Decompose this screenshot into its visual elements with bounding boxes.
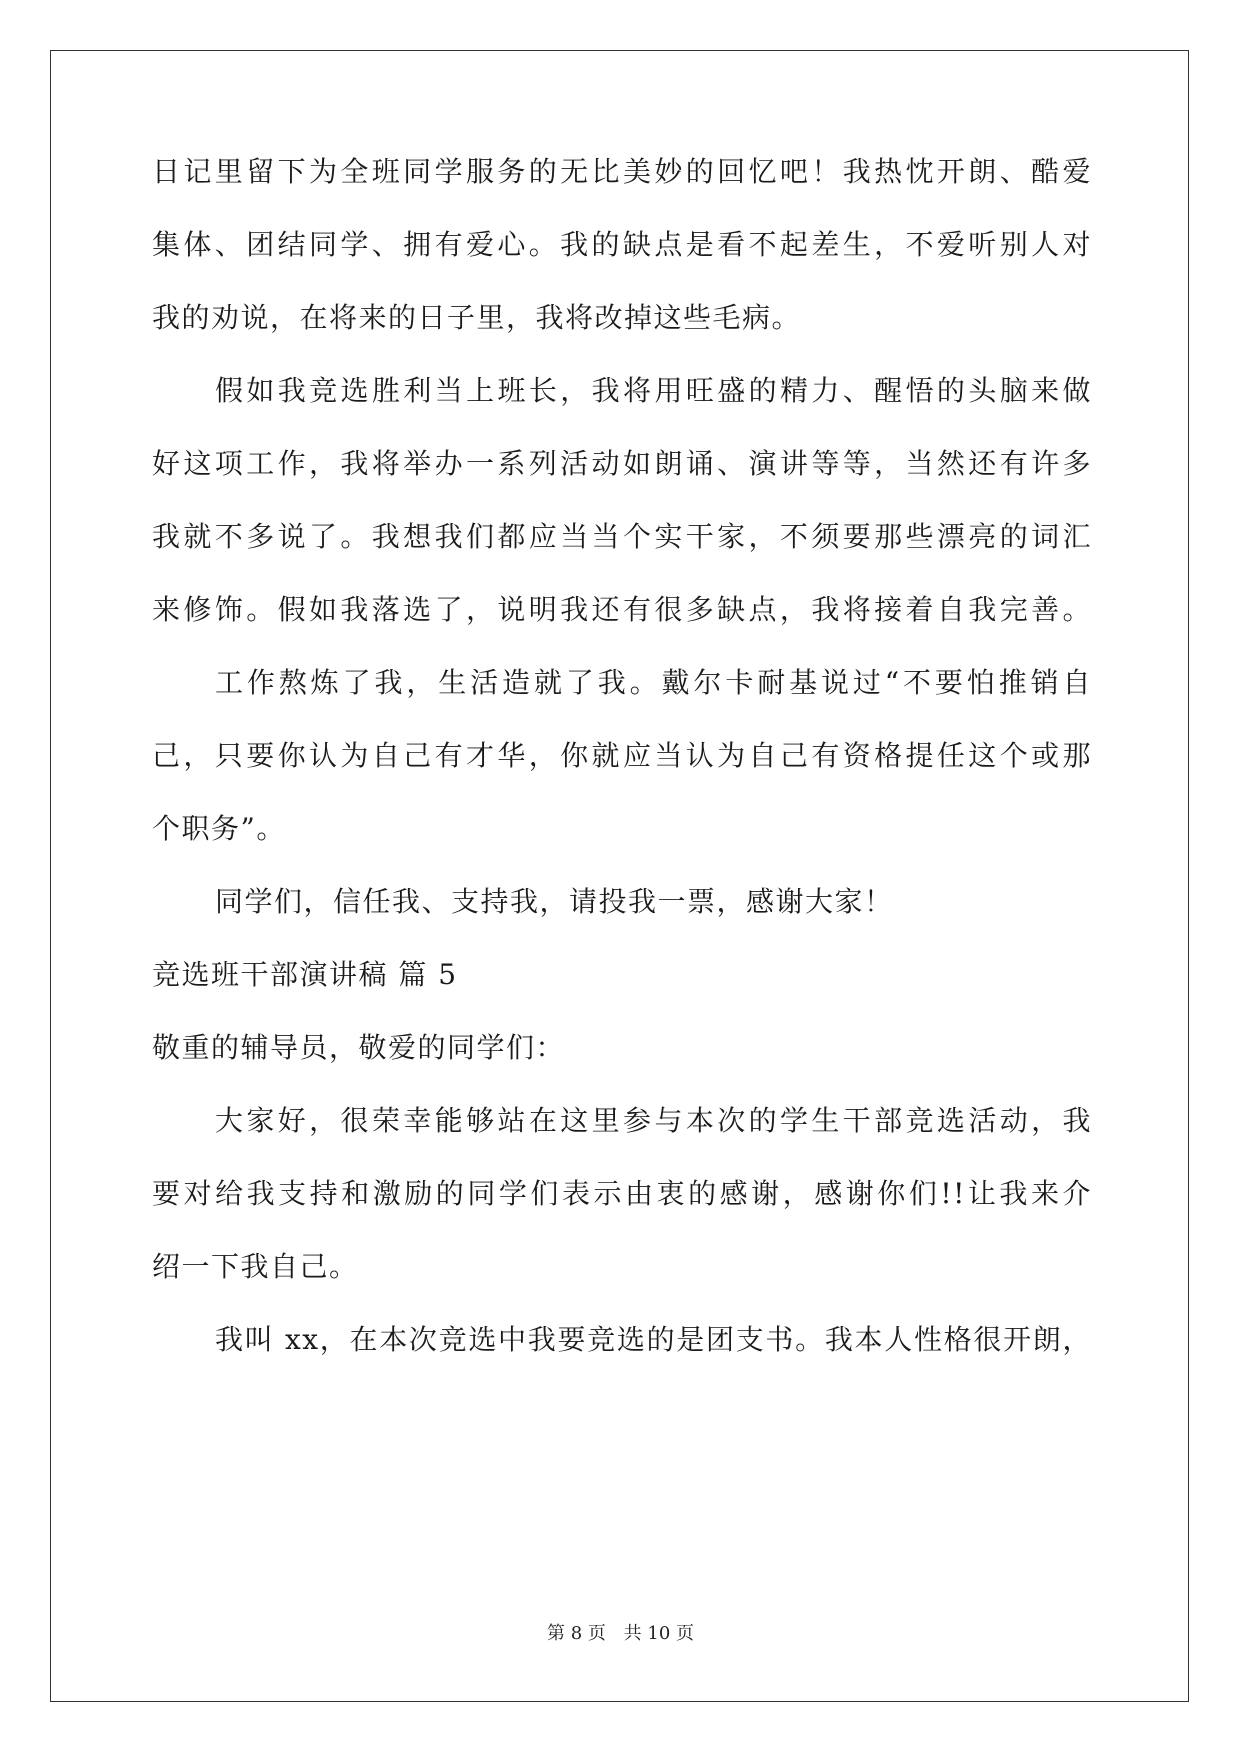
text-line-5: 好这项工作，我将举办一系列活动如朗诵、演讲等等，当然还有许多 (152, 447, 1092, 480)
text-line-15: 要对给我支持和激励的同学们表示由衷的感谢，感谢你们!!让我来介 (152, 1177, 1092, 1210)
salutation: 敬重的辅导员，敬爱的同学们： (152, 1031, 566, 1064)
text-line-3: 我的劝说，在将来的日子里，我将改掉这些毛病。 (152, 301, 802, 334)
text-line-6: 我就不多说了。我想我们都应当当个实干家，不须要那些漂亮的词汇 (152, 520, 1092, 553)
text-line-4: 假如我竞选胜利当上班长，我将用旺盛的精力、醒悟的头脑来做 (215, 374, 1092, 407)
text-line-9: 己，只要你认为自己有才华，你就应当认为自己有资格提任这个或那 (152, 739, 1092, 772)
text-line-16: 绍一下我自己。 (152, 1250, 359, 1283)
text-line-2: 集体、团结同学、拥有爱心。我的缺点是看不起差生，不爱听别人对 (152, 228, 1092, 261)
page-footer (0, 1622, 1241, 1646)
section-heading: 竞选班干部演讲稿 篇 5 (152, 958, 458, 991)
text-line-17: 我叫 xx，在本次竞选中我要竞选的是团支书。我本人性格很开朗， (215, 1323, 1092, 1356)
text-line-7: 来修饰。假如我落选了，说明我还有很多缺点，我将接着自我完善。 (152, 593, 1092, 626)
page-number-current: 第 8 页 (547, 1623, 606, 1644)
text-line-14: 大家好，很荣幸能够站在这里参与本次的学生干部竞选活动，我 (215, 1104, 1092, 1137)
text-line-8: 工作熬炼了我，生活造就了我。戴尔卡耐基说过“不要怕推销自 (215, 666, 1092, 699)
text-line-1: 日记里留下为全班同学服务的无比美妙的回忆吧！我热忱开朗、酷爱 (152, 155, 1092, 188)
text-line-10: 个职务”。 (152, 812, 286, 845)
text-line-11: 同学们，信任我、支持我，请投我一票，感谢大家！ (215, 885, 894, 918)
page-number-total: 共 10 页 (623, 1623, 694, 1644)
